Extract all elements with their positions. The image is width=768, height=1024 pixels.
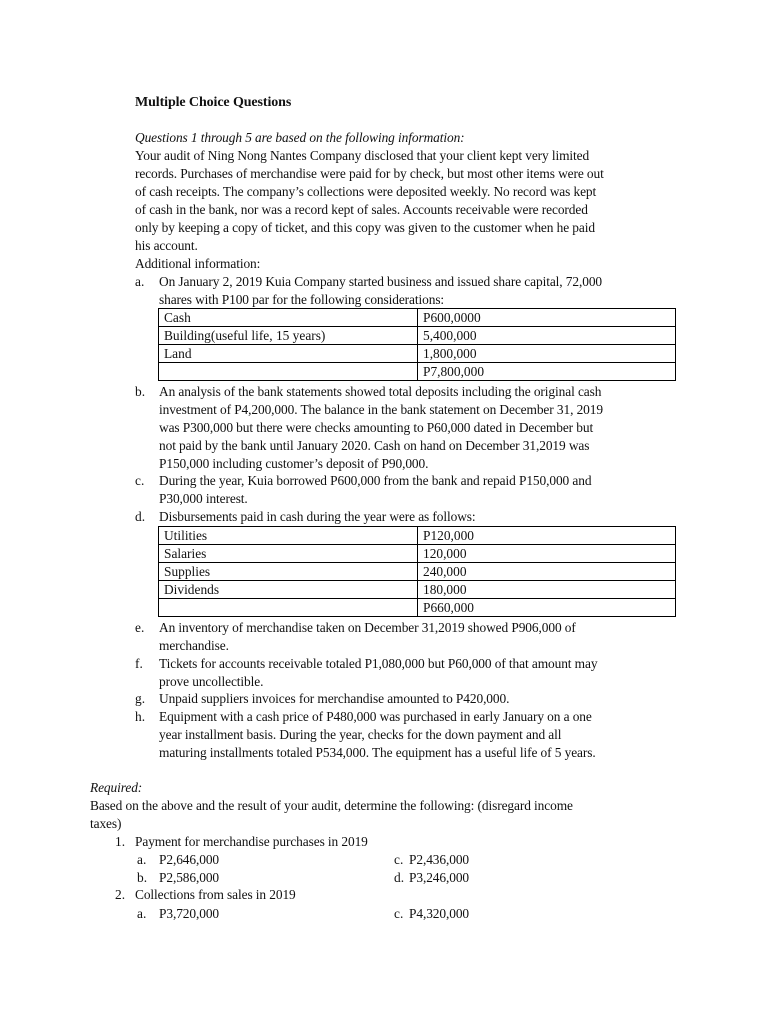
table-cell: 180,000 (418, 581, 676, 599)
table-cell: P7,800,000 (418, 363, 676, 381)
intro-lead: Questions 1 through 5 are based on the following information: (135, 130, 465, 145)
choice-letter: a. (137, 906, 147, 921)
intro-line: of cash in the bank, nor was a record kept of sales. Accounts receivable were recorded (135, 202, 588, 217)
table-row (159, 327, 676, 345)
item-marker: g. (135, 691, 146, 706)
choice-letter: d. (394, 870, 405, 885)
table-row (159, 581, 676, 599)
item-b-line: P150,000 including customer’s deposit of P90,000. (159, 456, 429, 471)
item-f-line: Tickets for accounts receivable totaled P1,080,000 but P60,000 of that amount may (159, 656, 598, 671)
intro-line: Your audit of Ning Nong Nantes Company disclosed that your client kept very limited (135, 148, 590, 163)
item-h-line: maturing installments totaled P534,000. The equipment has a useful life of 5 years. (159, 745, 596, 760)
table-cell: 240,000 (418, 563, 676, 581)
table-cell: 1,800,000 (418, 345, 676, 363)
question-text: Payment for merchandise purchases in 2019 (135, 834, 368, 849)
item-b-line: investment of P4,200,000. The balance in the bank statement on December 31, 2019 (159, 402, 603, 417)
item-a-line: shares with P100 par for the following considerations: (159, 292, 445, 307)
intro-line: of cash receipts. The company’s collections were deposited weekly. No record was kept (135, 184, 597, 199)
item-c-line: P30,000 interest. (159, 491, 248, 506)
item-h-line: year installment basis. During the year, checks for the down payment and all (159, 727, 562, 742)
table-cell: Building(useful life, 15 years) (159, 327, 418, 345)
table-cell: Utilities (159, 527, 418, 545)
question-number: 1. (115, 834, 126, 849)
item-marker: c. (135, 473, 145, 488)
table-row (159, 345, 676, 363)
table-cell (159, 599, 418, 617)
intro-line: only by keeping a copy of ticket, and this copy was given to the customer when he paid (135, 220, 595, 235)
table-cell: Salaries (159, 545, 418, 563)
choice-letter: c. (394, 906, 404, 921)
table-cell: Supplies (159, 563, 418, 581)
choice-value: P2,586,000 (159, 870, 220, 885)
choice-letter: a. (137, 852, 147, 867)
additional-info-label: Additional information: (135, 256, 261, 271)
choice-value: P4,320,000 (409, 906, 470, 921)
table-cell: P660,000 (418, 599, 676, 617)
item-marker: a. (135, 274, 145, 289)
considerations-table (158, 308, 676, 381)
disbursements-table (158, 526, 676, 617)
required-line: Based on the above and the result of your audit, determine the following: (disregard income (90, 798, 573, 813)
table-cell: Dividends (159, 581, 418, 599)
table-cell: Land (159, 345, 418, 363)
item-marker: f. (135, 656, 143, 671)
choice-value: P3,246,000 (409, 870, 470, 885)
choice-value: P2,646,000 (159, 852, 220, 867)
table-row (159, 545, 676, 563)
table-row (159, 363, 676, 381)
choice-letter: b. (137, 870, 148, 885)
table-row (159, 527, 676, 545)
required-label: Required: (90, 780, 143, 795)
item-g-line: Unpaid suppliers invoices for merchandise amounted to P420,000. (159, 691, 510, 706)
item-marker: d. (135, 509, 146, 524)
intro-line: his account. (135, 238, 198, 253)
item-e-line: An inventory of merchandise taken on December 31,2019 showed P906,000 of (159, 620, 576, 635)
table-row (159, 563, 676, 581)
table-cell: 120,000 (418, 545, 676, 563)
item-b-line: not paid by the bank until January 2020. Cash on hand on December 31,2019 was (159, 438, 590, 453)
choice-letter: c. (394, 852, 404, 867)
item-marker: e. (135, 620, 145, 635)
page-title: Multiple Choice Questions (135, 95, 292, 110)
intro-line: records. Purchases of merchandise were paid for by check, but most other items were out (135, 166, 604, 181)
item-e-line: merchandise. (159, 638, 229, 653)
table-cell: Cash (159, 309, 418, 327)
item-b-line: An analysis of the bank statements showed total deposits including the original cash (159, 384, 602, 399)
table-row (159, 599, 676, 617)
table-cell: 5,400,000 (418, 327, 676, 345)
item-d-line: Disbursements paid in cash during the year were as follows: (159, 509, 476, 524)
choice-value: P3,720,000 (159, 906, 220, 921)
item-marker: h. (135, 709, 146, 724)
table-cell: P120,000 (418, 527, 676, 545)
item-b-line: was P300,000 but there were checks amounting to P60,000 dated in December but (159, 420, 594, 435)
table-cell: P600,0000 (418, 309, 676, 327)
item-h-line: Equipment with a cash price of P480,000 was purchased in early January on a one (159, 709, 592, 724)
required-line: taxes) (90, 816, 122, 831)
table-cell (159, 363, 418, 381)
table-row (159, 309, 676, 327)
choice-value: P2,436,000 (409, 852, 470, 867)
item-c-line: During the year, Kuia borrowed P600,000 from the bank and repaid P150,000 and (159, 473, 592, 488)
question-number: 2. (115, 887, 126, 902)
item-f-line: prove uncollectible. (159, 674, 264, 689)
question-text: Collections from sales in 2019 (135, 887, 296, 902)
item-a-line: On January 2, 2019 Kuia Company started business and issued share capital, 72,000 (159, 274, 603, 289)
item-marker: b. (135, 384, 146, 399)
